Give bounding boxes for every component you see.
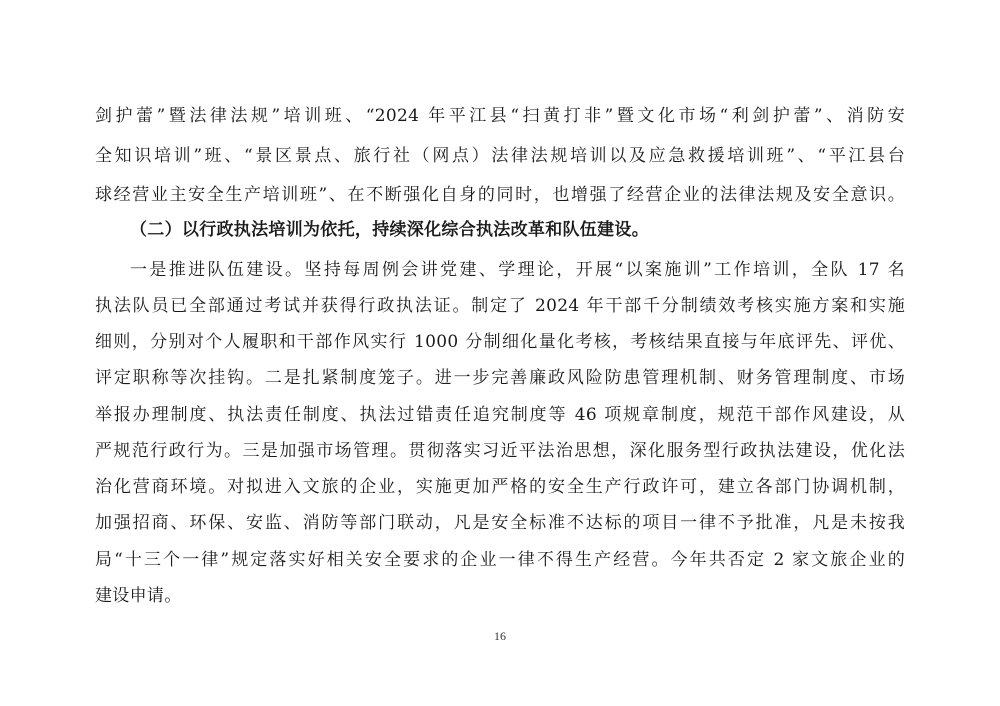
- body-text-line: 剑护蕾”暨法律法规”培训班、“2024 年平江县“扫黄打非”暨文化市场“利剑护蕾”、消防安: [95, 106, 905, 126]
- body-text-line: 建设申请。: [95, 586, 182, 606]
- body-text-line: 执法队员已全部通过考试并获得行政执法证。制定了 2024 年干部千分制绩效考核实施方案和实施: [95, 296, 905, 316]
- body-text-line: 加强招商、环保、安监、消防等部门联动，凡是安全标准不达标的项目一律不予批准，凡是未按我: [95, 513, 905, 533]
- page-number: 16: [494, 629, 506, 643]
- body-text-line: 局“十三个一律”规定落实好相关安全要求的企业一律不得生产经营。今年共否定 2 家文旅企业的: [95, 550, 905, 570]
- section-heading: （二）以行政执法培训为依托，持续深化综合执法改革和队伍建设。: [130, 220, 649, 240]
- body-text-line: 治化营商环境。对拟进入文旅的企业，实施更加严格的安全生产行政许可，建立各部门协调机制，: [95, 477, 905, 497]
- body-text-line: 严规范行政行为。三是加强市场管理。贯彻落实习近平法治思想，深化服务型行政执法建设，优化法: [95, 441, 905, 461]
- body-text-line: 球经营业主安全生产培训班”、在不断强化自身的同时，也增强了经营企业的法律法规及安全意识。: [95, 185, 905, 205]
- body-text-line: 举报办理制度、执法责任制度、执法过错责任追究制度等 46 项规章制度，规范干部作风建设，从: [95, 405, 905, 425]
- body-text-line: 细则，分别对个人履职和干部作风实行 1000 分制细化量化考核，考核结果直接与年底评先、评优、: [95, 332, 905, 352]
- body-text-line: 一是推进队伍建设。坚持每周例会讲党建、学理论，开展“以案施训”工作培训，全队 17 名: [130, 260, 905, 280]
- body-text-line: 评定职称等次挂钩。二是扎紧制度笼子。进一步完善廉政风险防患管理机制、财务管理制度、市场: [95, 368, 905, 388]
- body-text-line: 全知识培训”班、“景区景点、旅行社（网点）法律法规培训以及应急救援培训班”、“平江县台: [95, 146, 905, 166]
